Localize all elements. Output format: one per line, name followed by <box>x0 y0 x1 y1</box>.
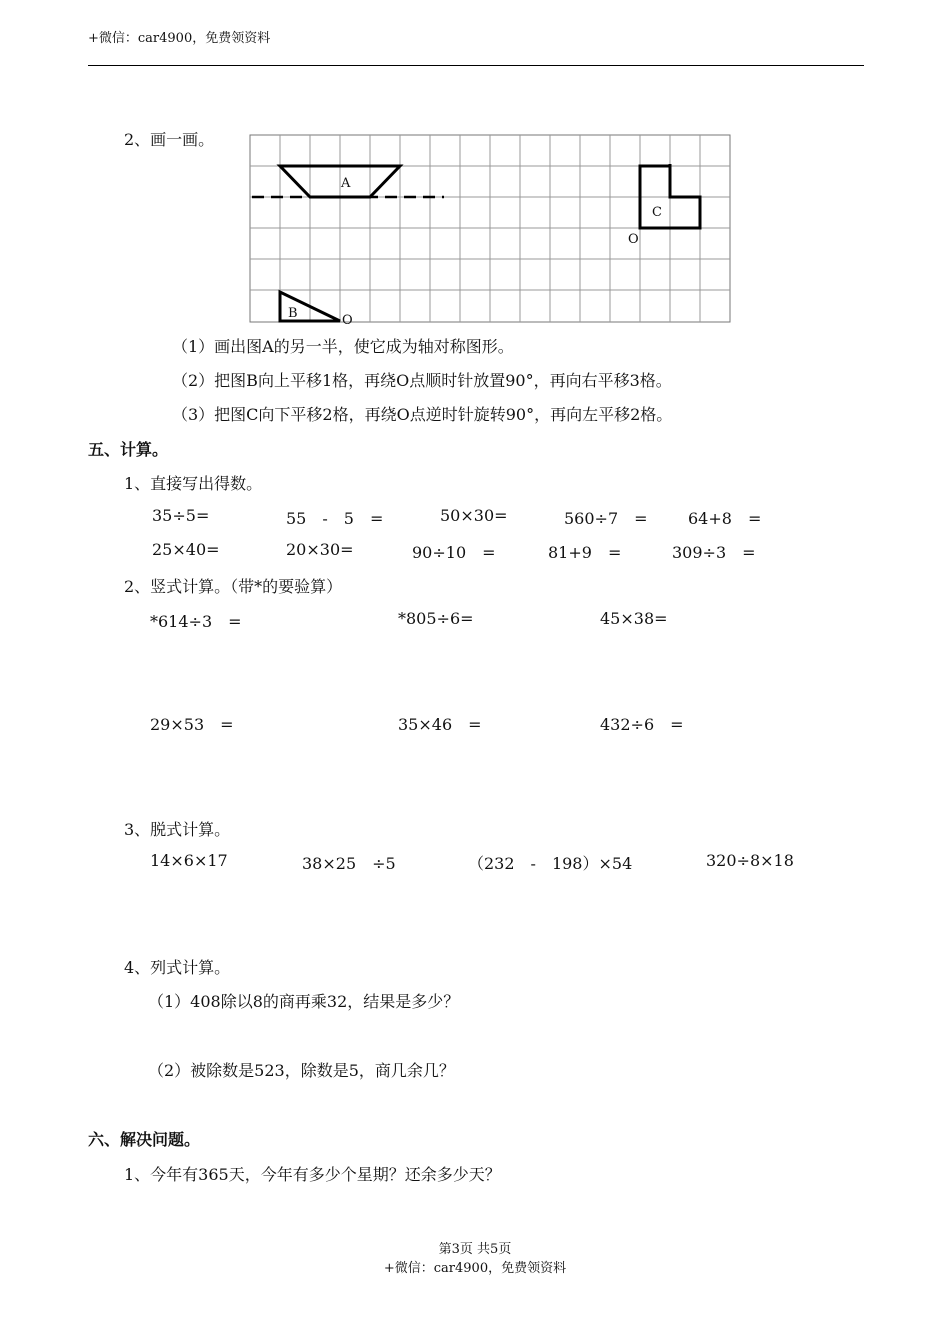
q2-item: 45×38= <box>600 609 668 628</box>
q4-item: （2）被除数是523，除数是5，商几余几？ <box>148 1061 455 1080</box>
q1-item: 25×40= <box>152 540 220 559</box>
label-c: C <box>652 205 662 220</box>
q1-item: 309÷3 = <box>672 543 756 562</box>
page-number: 第3页 共5页 <box>438 1242 512 1257</box>
q1-item: 560÷7 = <box>564 509 648 528</box>
section5-title: 五、计算。 <box>88 440 169 459</box>
point-o-c: O <box>628 232 639 247</box>
q1-item: 90÷10 = <box>412 543 496 562</box>
q3-item: （232 - 198）×54 <box>468 854 633 873</box>
header-text: +微信：car4900，免费领资料 <box>88 31 271 46</box>
task-2: （2）把图B向上平移1格，再绕O点顺时针放置90°，再向右平移3格。 <box>172 371 672 390</box>
q4-heading: 4、列式计算。 <box>124 958 231 977</box>
q2-item: 35×46 = <box>398 715 482 734</box>
q3-item: 14×6×17 <box>150 851 228 870</box>
drawing-heading: 2、画一画。 <box>124 130 215 149</box>
q3-item: 320÷8×18 <box>706 851 794 870</box>
q2-item: 29×53 = <box>150 715 234 734</box>
label-a: A <box>341 176 351 191</box>
q4-item: （1）408除以8的商再乘32，结果是多少？ <box>148 992 460 1011</box>
q1-item: 55 - 5 = <box>286 509 384 528</box>
label-b: B <box>288 306 298 321</box>
q3-heading: 3、脱式计算。 <box>124 820 231 839</box>
footer-text: +微信：car4900，免费领资料 <box>383 1261 567 1276</box>
q1-item: 81+9 = <box>548 543 622 562</box>
q2-item: 432÷6 = <box>600 715 684 734</box>
q2-item: *614÷3 = <box>150 612 242 631</box>
section6-title: 六、解决问题。 <box>88 1130 201 1149</box>
grid-figure <box>248 133 734 326</box>
header-rule <box>88 65 864 66</box>
q1-item: 50×30= <box>440 506 508 525</box>
q3-item: 38×25 ÷5 <box>302 854 396 873</box>
q1-item: 20×30= <box>286 540 354 559</box>
q2-item: *805÷6= <box>398 609 474 628</box>
q1-item: 64+8 = <box>688 509 762 528</box>
section6-q1: 1、今年有365天，今年有多少个星期？还余多少天？ <box>124 1165 501 1184</box>
q1-heading: 1、直接写出得数。 <box>124 474 263 493</box>
q1-item: 35÷5= <box>152 506 210 525</box>
q2-heading: 2、竖式计算。（带*的要验算） <box>124 577 343 596</box>
task-3: （3）把图C向下平移2格，再绕O点逆时针旋转90°，再向左平移2格。 <box>172 405 673 424</box>
task-1: （1）画出图A的另一半，使它成为轴对称图形。 <box>172 337 514 356</box>
point-o-b: O <box>342 313 353 326</box>
